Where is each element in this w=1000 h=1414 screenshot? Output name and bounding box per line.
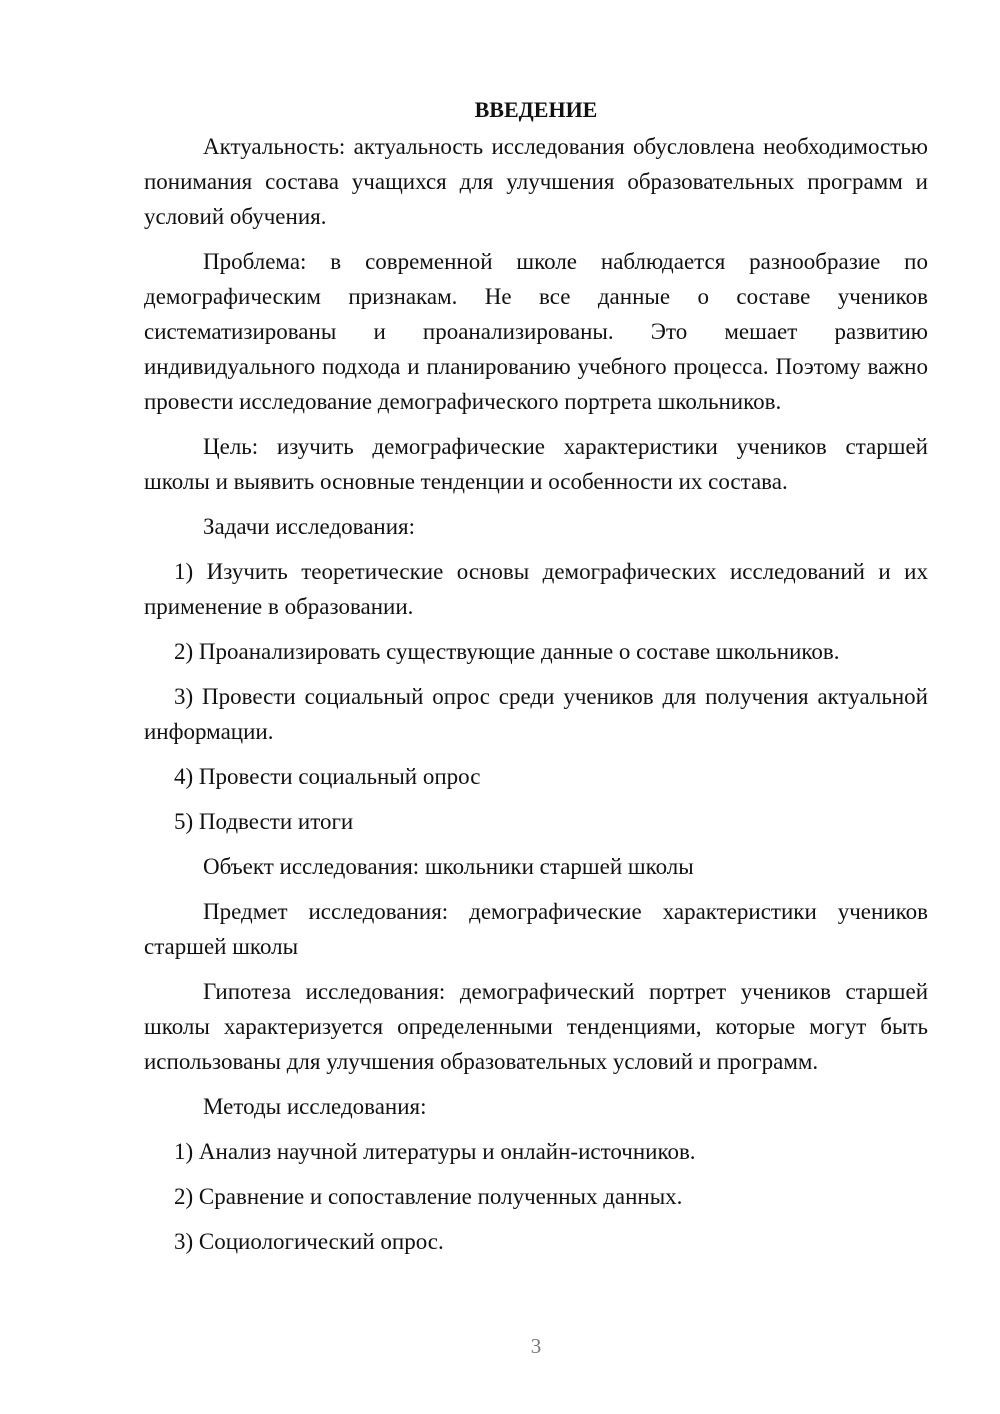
task-item-1: 1) Изучить теоретические основы демографических исследований и их применение в образовании.	[144, 559, 928, 619]
task-item-3: 3) Провести социальный опрос среди учеников для получения актуальной информации.	[144, 684, 928, 744]
method-item-3: 3) Социологический опрос.	[174, 1229, 444, 1254]
hypothesis-paragraph: Гипотеза исследования: демографический портрет учеников старшей школы характеризуется определенными тенденциями, которые могут быть использованы для улучшения образовательных условий и программ.	[144, 979, 928, 1074]
goal-paragraph: Цель: изучить демографические характеристики учеников старшей школы и выявить основные тенденции и особенности их состава.	[144, 434, 928, 494]
task-item-2: 2) Проанализировать существующие данные о составе школьников.	[174, 639, 840, 664]
page-content	[144, 92, 928, 1269]
tasks-heading: Задачи исследования:	[203, 514, 416, 539]
object-paragraph: Объект исследования: школьники старшей школы	[203, 854, 694, 879]
methods-heading: Методы исследования:	[203, 1094, 427, 1119]
section-title: ВВЕДЕНИЕ	[474, 97, 598, 122]
problem-paragraph: Проблема: в современной школе наблюдается разнообразие по демографическим признакам. Не все данные о составе учеников систематизированы и проанализированы. Это мешает развитию индивидуального подхода и планированию учебного процесса. Поэтому важно провести исследование демографического портрета школьников.	[144, 249, 928, 414]
task-item-5: 5) Подвести итоги	[174, 809, 354, 834]
relevance-paragraph: Актуальность: актуальность исследования обусловлена необходимостью понимания состава учащихся для улучшения образовательных программ и условий обучения.	[144, 134, 928, 229]
page-number: 3	[530, 1334, 542, 1358]
task-item-4: 4) Провести социальный опрос	[174, 764, 481, 789]
method-item-1: 1) Анализ научной литературы и онлайн-источников.	[174, 1139, 696, 1164]
method-item-2: 2) Сравнение и сопоставление полученных данных.	[174, 1184, 683, 1209]
subject-paragraph: Предмет исследования: демографические характеристики учеников старшей школы	[144, 899, 928, 959]
